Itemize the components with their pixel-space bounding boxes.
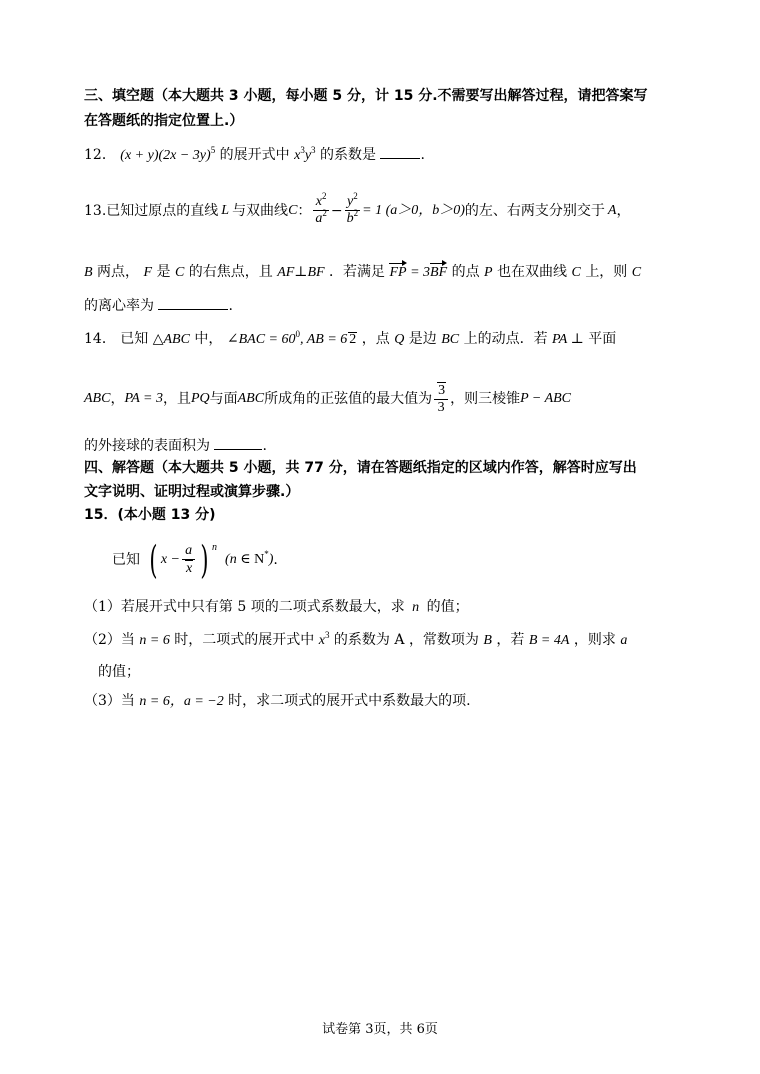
question-12-text-mid: 的展开式中	[219, 147, 290, 163]
question-14-text: 中，	[194, 331, 223, 347]
section-4-heading-line-2: 文字说明、证明过程或演算步骤.）	[84, 484, 300, 500]
question-15-text: （1）若展开式中只有第 5 项的二项式系数最大，求	[84, 599, 405, 615]
question-14-line-3: 的外接球的表面积为 .	[84, 438, 267, 454]
hyperbola-fraction-y: $\frac{y^2}{b^2}$	[346, 191, 359, 226]
answer-blank	[380, 146, 420, 159]
question-15-part-1: （1）若展开式中只有第 5 项的二项式系数最大，求 n 的值；	[84, 599, 469, 615]
question-13-text: ．若满足	[329, 264, 386, 280]
question-13-text: 是	[156, 264, 171, 280]
answer-blank	[214, 437, 262, 450]
question-15-text: 时，二项式的展开式中	[174, 632, 315, 648]
question-15-text: ，常数项为	[408, 632, 479, 648]
question-15-text: 的系数为	[333, 632, 390, 648]
question-15-part-3: （3）当 n = 6，a = −2 时，求二项式的展开式中系数最大的项.	[84, 693, 471, 709]
question-14-line-2: ABC ， PA = 3 ，且 PQ 与面 ABC 所成角的正弦值的最大值为 $\frac{3}{3}$ ，则三棱锥 P − ABC	[84, 383, 572, 415]
question-12-term: $x^3y^3$	[294, 145, 316, 163]
question-14-number: 14．	[84, 331, 116, 347]
question-13-line-1: 13. 已知过原点的直线 L 与双曲线 C ： $\frac{x^2}{a^2}$ − $\frac{y^2}{b^2}$ = 1 (a＞0，b＞0) 的左、右两支分别交于 A ，	[84, 191, 631, 226]
sine-max-fraction: $\frac{3}{3}$	[434, 382, 448, 416]
question-14-text: 与面	[209, 391, 238, 407]
question-13-text: 也在双曲线	[497, 264, 568, 280]
question-12-number: 12．	[84, 147, 116, 163]
question-15-text: 时，求二项式的展开式中系数最大的项.	[228, 693, 471, 709]
question-15-part-2: （2）当 n = 6 时，二项式的展开式中 $x^3$ 的系数为 A ，常数项为 B ，若 B = 4A ，则求 a	[84, 630, 628, 648]
section-4-heading-line-1: 四、解答题（本大题共 5 小题，共 77 分，请在答题纸指定的区域内作答，解答时应写出	[84, 460, 637, 476]
question-14-text: 是边	[408, 331, 437, 347]
question-13-number: 13.	[84, 202, 107, 219]
question-13-text: 与双曲线	[232, 202, 289, 219]
question-14-text: ，且	[162, 391, 191, 407]
question-15-part-2-cont: 的值；	[98, 664, 140, 680]
question-14-text: 已知	[120, 331, 149, 347]
question-13-text: 的右焦点，且	[188, 264, 273, 280]
binomial-fraction: $\frac{a}{x}$	[182, 543, 195, 577]
question-14-text: 的外接球的表面积为	[84, 438, 210, 454]
question-15-text: 已知	[112, 552, 140, 568]
section-3-heading-line-2: 在答题纸的指定位置上.）	[84, 113, 244, 129]
question-15-text: ，若	[496, 632, 525, 648]
question-15-header: 15．(本小题 13 分)	[84, 507, 216, 523]
question-13-text: 的离心率为	[84, 298, 154, 314]
question-12-text-end: 的系数是	[319, 147, 376, 163]
question-14-line-1: 14． 已知 △ABC 中， ∠BAC = $60^0$, AB = 6 2 ，点 Q 是边 BC 上的动点．若 PA ⊥ 平面	[84, 329, 617, 347]
hyperbola-fraction-x: $\frac{x^2}{a^2}$	[315, 191, 327, 226]
question-13-line-2: B 两点， F 是 C 的右焦点，且 AF⊥BF ．若满足 FP = 3BF 的点 P 也在双曲线 C 上，则 C	[84, 264, 642, 280]
question-13-text: 的点	[451, 264, 480, 280]
question-14-text: 平面	[588, 331, 617, 347]
question-15-text: ，则求	[573, 632, 616, 648]
question-15-text: 的值；	[426, 599, 469, 615]
question-13-text: 的左、右两支分别交于	[464, 202, 605, 219]
question-14-text: ，点	[361, 331, 390, 347]
question-13-text: 已知过原点的直线	[106, 202, 219, 219]
question-14-text: 所成角的正弦值的最大值为	[264, 391, 433, 407]
question-14-text: ，则三棱锥	[450, 391, 521, 407]
question-13-text: 两点，	[97, 264, 140, 280]
question-14-text: 上的动点．若	[463, 331, 548, 347]
section-3-heading-line-1: 三、填空题（本大题共 3 小题，每小题 5 分，计 15 分.不需要写出解答过程，请把答案写	[84, 88, 648, 104]
question-15-text: （2）当	[84, 632, 135, 648]
question-13-line-3: 的离心率为 .	[84, 298, 233, 314]
question-14-text: ，	[110, 391, 125, 407]
question-15-text: （3）当	[84, 693, 135, 709]
question-15-given: 已知 ( x − $\frac{a}{x}$ ) n (n ∈ N*) .	[112, 538, 278, 582]
answer-blank	[158, 297, 228, 310]
question-13-text: 上，则	[585, 264, 628, 280]
question-12: 12． $(x + y)(2x - 3y)^5$ 的展开式中 $x^3y^3$ 的系数是 .	[84, 145, 425, 163]
question-12-expression: $(x + y)(2x - 3y)^5$	[120, 145, 216, 163]
page-footer: 试卷第 3页，共 6页	[322, 1022, 438, 1037]
